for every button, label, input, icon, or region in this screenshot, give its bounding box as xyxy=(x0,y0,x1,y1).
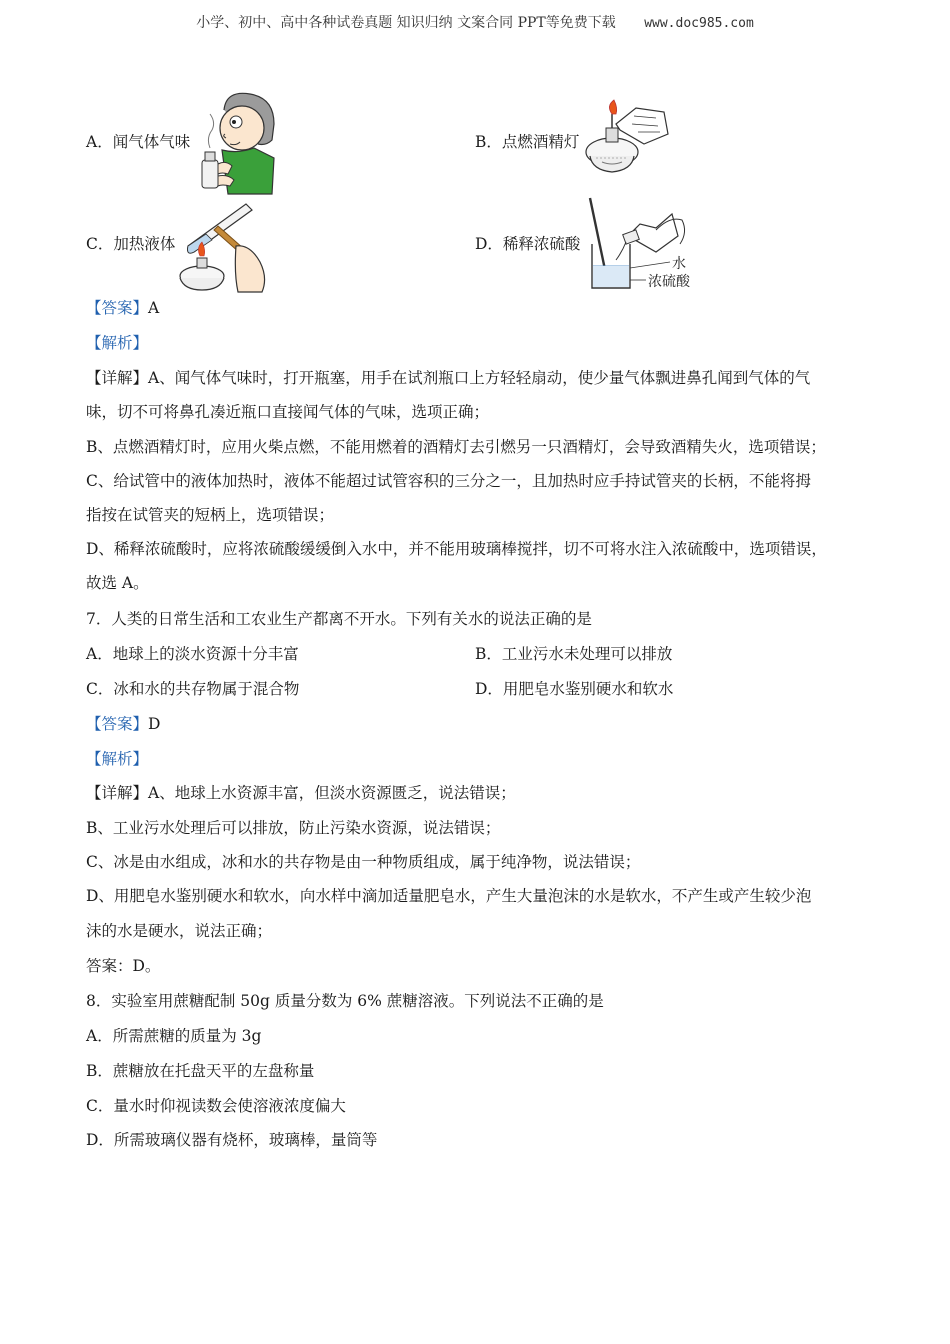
q6-option-b-label: B．点燃酒精灯 xyxy=(475,133,580,151)
q7-detail-line-3: C、冰是由水组成，冰和水的共存物是由一种物质组成，属于纯净物，说法错误； xyxy=(86,853,641,871)
answer-value: A xyxy=(148,299,160,317)
detail-text: A、闻气体气味时，打开瓶塞，用手在试剂瓶口上方轻轻扇动，使少量气体飘进鼻孔闻到气体的气 xyxy=(148,369,811,387)
analysis-tag: 【解析】 xyxy=(86,750,149,768)
q6-detail-line-2: 味，切不可将鼻孔凑近瓶口直接闻气体的气味，选项正确； xyxy=(86,403,490,421)
q6-option-b xyxy=(475,132,579,152)
detail-tag: 【详解】 xyxy=(86,784,149,802)
detail-tag: 【详解】 xyxy=(86,369,149,387)
q6-option-a xyxy=(86,132,190,152)
q8-option-a: A．所需蔗糖的质量为 3g xyxy=(86,1027,262,1045)
q7-analysis-heading xyxy=(86,749,148,769)
q8-option-b: B．蔗糖放在托盘天平的左盘称量 xyxy=(86,1062,315,1080)
heating-liquid-figure xyxy=(176,194,270,294)
answer-tag: 【答案】 xyxy=(86,715,149,733)
q8-option-d: D．所需玻璃仪器有烧杯，玻璃棒，量筒等 xyxy=(86,1131,378,1149)
alcohol-lamp-figure xyxy=(584,100,670,186)
q7-option-d: D．用肥皂水鉴别硬水和软水 xyxy=(475,680,674,698)
q8-option-c: C．量水时仰视读数会使溶液浓度偏大 xyxy=(86,1097,346,1115)
analysis-tag: 【解析】 xyxy=(86,334,149,352)
q6-detail-line-6: D、稀释浓硫酸时，应将浓硫酸缓缓倒入水中，并不能用玻璃棒搅拌，切不可将水注入浓硫酸中，选项错误， xyxy=(86,540,827,558)
q7-stem: 7．人类的日常生活和工农业生产都离不开水。下列有关水的说法正确的是 xyxy=(86,610,592,628)
acid-label: 浓硫酸 xyxy=(648,274,690,290)
q6-detail-line-4: C、给试管中的液体加热时，液体不能超过试管容积的三分之一，且加热时应手持试管夹的长柄，不能将拇 xyxy=(86,472,811,490)
q7-detail-line-6: 答案：D。 xyxy=(86,957,161,975)
smelling-gas-figure xyxy=(192,88,280,196)
answer-tag: 【答案】 xyxy=(86,299,149,317)
q7-detail-line-1 xyxy=(86,783,516,803)
q7-detail-line-4: D、用肥皂水鉴别硬水和软水，向水样中滴加适量肥皂水，产生大量泡沫的水是软水，不产生或产生较少泡 xyxy=(86,887,812,905)
q6-detail-line-5: 指按在试管夹的短柄上，选项错误； xyxy=(86,506,335,524)
q6-option-a-label: A．闻气体气味 xyxy=(86,133,191,151)
q7-answer xyxy=(86,714,160,734)
q7-option-c: C．冰和水的共存物属于混合物 xyxy=(86,680,300,698)
q6-detail-line-3: B、点燃酒精灯时，应用火柴点燃，不能用燃着的酒精灯去引燃另一只酒精灯，会导致酒精失火，选项错误； xyxy=(86,438,826,456)
answer-value: D xyxy=(148,715,161,733)
q7-detail-line-5: 沫的水是硬水，说法正确； xyxy=(86,922,273,940)
q6-answer xyxy=(86,298,159,318)
dilute-acid-figure xyxy=(586,196,698,292)
q7-detail-line-2: B、工业污水处理后可以排放，防止污染水资源，说法错误； xyxy=(86,819,501,837)
q6-option-d-label: D．稀释浓硫酸 xyxy=(475,235,581,253)
q6-analysis-heading xyxy=(86,333,148,353)
q6-detail-line-1 xyxy=(86,368,810,388)
q6-option-c-label: C．加热液体 xyxy=(86,235,176,253)
page-header xyxy=(0,12,950,32)
q7-option-a: A．地球上的淡水资源十分丰富 xyxy=(86,645,299,663)
header-url[interactable]: www.doc985.com xyxy=(644,16,754,31)
header-text: 小学、初中、高中各种试卷真题 知识归纳 文案合同 PPT等免费下载 xyxy=(196,15,616,31)
q6-detail-line-7: 故选 A。 xyxy=(86,574,149,592)
q7-option-b: B．工业污水未处理可以排放 xyxy=(475,645,673,663)
q6-option-d xyxy=(475,234,580,254)
detail-text: A、地球上水资源丰富，但淡水资源匮乏，说法错误； xyxy=(148,784,516,802)
q8-stem: 8．实验室用蔗糖配制 50g 质量分数为 6% 蔗糖溶液。下列说法不正确的是 xyxy=(86,992,604,1010)
q6-option-c xyxy=(86,234,175,254)
water-label: 水 xyxy=(672,256,686,272)
